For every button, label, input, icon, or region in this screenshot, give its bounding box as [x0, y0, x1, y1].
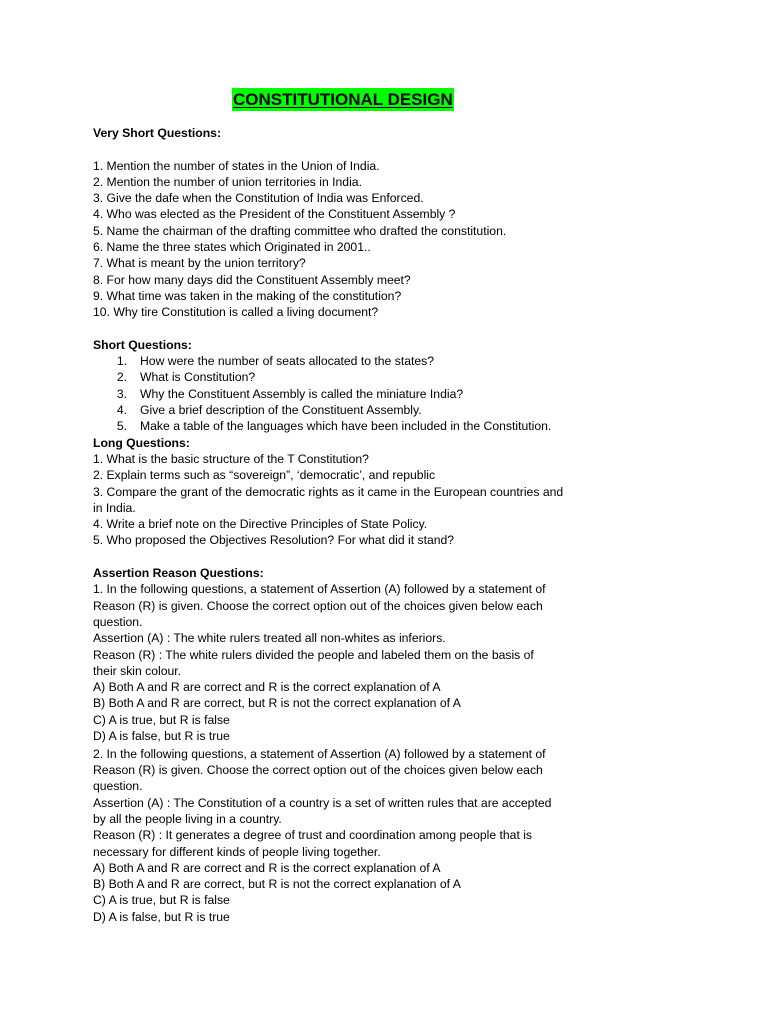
- question-item: 5. Who proposed the Objectives Resolution? For what did it stand?: [93, 533, 455, 548]
- question-item: 3. Give the dafe when the Constitution of India was Enforced.: [93, 191, 424, 206]
- list-text: Give a brief description of the Constituent Assembly.: [140, 403, 422, 418]
- question-item: 6. Name the three states which Originated in 2001..: [93, 240, 371, 255]
- section-heading: Long Questions:: [93, 435, 190, 450]
- list-number: 1.: [116, 354, 127, 369]
- question-item: 3. Compare the grant of the democratic rights as it came in the European countries and: [93, 484, 564, 499]
- reason-line: necessary for different kinds of people living together.: [93, 844, 381, 859]
- title-block: [232, 88, 454, 111]
- question-item: 7. What is meant by the union territory?: [93, 256, 306, 271]
- list-item: [93, 402, 733, 418]
- assertion-line: by all the people living in a country.: [93, 811, 282, 826]
- assertion-reason-section: [93, 565, 733, 925]
- question-item: 1. What is the basic structure of the T Constitution?: [93, 451, 369, 466]
- list-number: 3.: [116, 386, 127, 401]
- question-item: 4. Write a brief note on the Directive Principles of State Policy.: [93, 517, 428, 532]
- list-text: How were the number of seats allocated to the states?: [140, 354, 435, 369]
- instruction-line: 2. In the following questions, a statement of Assertion (A) followed by a statement of: [93, 746, 546, 761]
- list-number: 5.: [116, 419, 127, 434]
- question-item-continuation: in India.: [93, 500, 136, 515]
- question-item: 4. Who was elected as the President of the Constituent Assembly ?: [93, 207, 456, 222]
- blank-line: [93, 549, 733, 565]
- document-body: [93, 125, 733, 925]
- option-a: A) Both A and R are correct and R is the correct explanation of A: [93, 680, 441, 695]
- instruction-line: Reason (R) is given. Choose the correct option out of the choices given below each: [93, 763, 543, 778]
- instruction-line: 1. In the following questions, a statement of Assertion (A) followed by a statement of: [93, 582, 546, 597]
- list-number: 4.: [116, 403, 127, 418]
- question-item: 8. For how many days did the Constituent Assembly meet?: [93, 272, 411, 287]
- document-title: CONSTITUTIONAL DESIGN: [233, 90, 453, 109]
- option-d: D) A is false, but R is true: [93, 728, 230, 743]
- list-item: [93, 386, 733, 402]
- list-text: Why the Constituent Assembly is called the miniature India?: [140, 386, 464, 401]
- option-c: C) A is true, but R is false: [93, 712, 230, 727]
- list-text: What is Constitution?: [140, 370, 256, 385]
- list-item: [93, 418, 733, 434]
- question-item: 2. Explain terms such as “sovereign”, ‘democratic’, and republic: [93, 468, 436, 483]
- assertion-line: Assertion (A) : The Constitution of a country is a set of written rules that are accepted: [93, 795, 552, 810]
- option-a: A) Both A and R are correct and R is the correct explanation of A: [93, 860, 441, 875]
- instruction-line: Reason (R) is given. Choose the correct option out of the choices given below each: [93, 598, 543, 613]
- blank-line: [93, 321, 733, 337]
- list-number: 2.: [116, 370, 127, 385]
- question-item: 10. Why tire Constitution is called a living document?: [93, 305, 379, 320]
- option-c: C) A is true, but R is false: [93, 893, 230, 908]
- question-item: 1. Mention the number of states in the Union of India.: [93, 158, 380, 173]
- question-item: 9. What time was taken in the making of the constitution?: [93, 288, 402, 303]
- instruction-line: question.: [93, 779, 143, 794]
- blank-line: [93, 141, 733, 157]
- reason-line: their skin colour.: [93, 663, 182, 678]
- very-short-questions-section: [93, 125, 733, 321]
- assertion-question-1: [93, 581, 733, 744]
- section-heading: Assertion Reason Questions:: [93, 566, 264, 581]
- question-item: 2. Mention the number of union territories in India.: [93, 174, 362, 189]
- long-questions-section: [93, 435, 733, 549]
- option-d: D) A is false, but R is true: [93, 909, 230, 924]
- list-item: [93, 369, 733, 385]
- section-heading: Short Questions:: [93, 337, 192, 352]
- assertion-question-2: [93, 746, 733, 925]
- short-questions-section: [93, 337, 733, 435]
- question-item: 5. Name the chairman of the drafting committee who drafted the constitution.: [93, 223, 507, 238]
- reason-line: Reason (R) : It generates a degree of trust and coordination among people that is: [93, 828, 533, 843]
- list-item: [93, 353, 733, 369]
- list-text: Make a table of the languages which have been included in the Constitution.: [140, 419, 552, 434]
- reason-line: Reason (R) : The white rulers divided the people and labeled them on the basis of: [93, 647, 534, 662]
- option-b: B) Both A and R are correct, but R is not the correct explanation of A: [93, 696, 461, 711]
- assertion-line: Assertion (A) : The white rulers treated all non-whites as inferiors.: [93, 631, 446, 646]
- instruction-line: question.: [93, 614, 143, 629]
- section-heading: Very Short Questions:: [93, 126, 221, 140]
- option-b: B) Both A and R are correct, but R is not the correct explanation of A: [93, 877, 461, 892]
